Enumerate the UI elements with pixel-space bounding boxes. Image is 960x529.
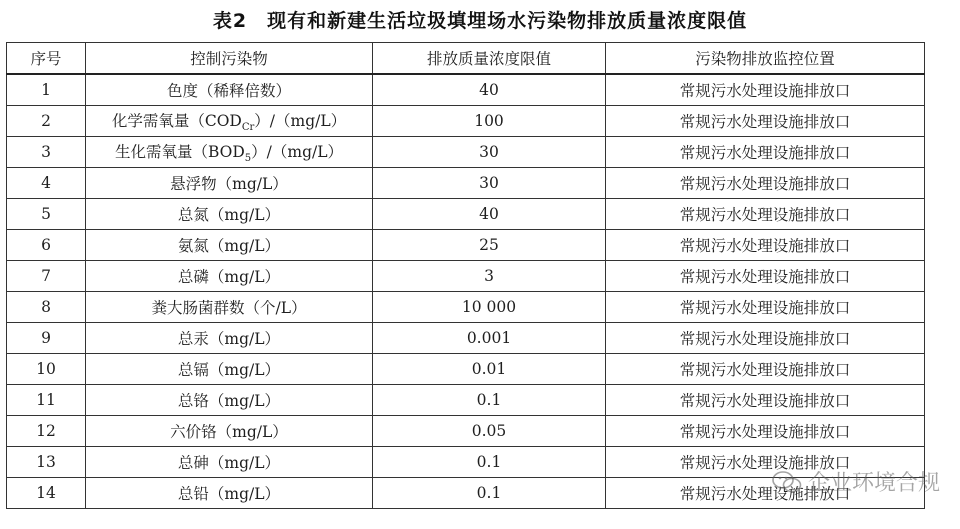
cell-pollutant: 总铬（mg/L） bbox=[86, 385, 373, 416]
cell-pollutant: 六价铬（mg/L） bbox=[86, 416, 373, 447]
table-body bbox=[7, 74, 925, 509]
cell-index: 7 bbox=[7, 261, 86, 292]
cell-pollutant: 悬浮物（mg/L） bbox=[86, 168, 373, 199]
table-header-row bbox=[7, 43, 925, 75]
table-row bbox=[7, 292, 925, 323]
cell-limit: 30 bbox=[373, 137, 606, 168]
cell-limit: 0.1 bbox=[373, 447, 606, 478]
cell-pollutant: 总氮（mg/L） bbox=[86, 199, 373, 230]
emission-limits-table bbox=[6, 42, 925, 509]
cell-limit: 10 000 bbox=[373, 292, 606, 323]
cell-location: 常规污水处理设施排放口 bbox=[606, 261, 925, 292]
cell-pollutant: 粪大肠菌群数（个/L） bbox=[86, 292, 373, 323]
table-title: 表2 现有和新建生活垃圾填埋场水污染物排放质量浓度限值 bbox=[212, 10, 748, 32]
cell-index: 9 bbox=[7, 323, 86, 354]
table-row bbox=[7, 385, 925, 416]
cell-limit: 0.1 bbox=[373, 385, 606, 416]
cell-pollutant: 总砷（mg/L） bbox=[86, 447, 373, 478]
cell-location: 常规污水处理设施排放口 bbox=[606, 292, 925, 323]
cell-location: 常规污水处理设施排放口 bbox=[606, 354, 925, 385]
cell-pollutant: 生化需氧量$(BOD_5)/(mg/L)$ bbox=[86, 137, 373, 168]
cell-index: 3 bbox=[7, 137, 86, 168]
header-location: 污染物排放监控位置 bbox=[606, 43, 925, 75]
watermark-text: 企业环境合规 bbox=[807, 471, 940, 496]
cell-limit: 25 bbox=[373, 230, 606, 261]
header-limit: 排放质量浓度限值 bbox=[373, 43, 606, 75]
cell-limit: 30 bbox=[373, 168, 606, 199]
table-row bbox=[7, 354, 925, 385]
table-row bbox=[7, 323, 925, 354]
cell-index: 4 bbox=[7, 168, 86, 199]
cell-limit: 0.1 bbox=[373, 478, 606, 509]
table-row bbox=[7, 168, 925, 199]
cell-limit: 3 bbox=[373, 261, 606, 292]
cell-pollutant: 总镉（mg/L） bbox=[86, 354, 373, 385]
table-row bbox=[7, 74, 925, 106]
cell-limit: 100 bbox=[373, 106, 606, 137]
cell-location: 常规污水处理设施排放口 bbox=[606, 478, 925, 509]
cell-index: 6 bbox=[7, 230, 86, 261]
cell-pollutant: 总铅（mg/L） bbox=[86, 478, 373, 509]
cell-index: 5 bbox=[7, 199, 86, 230]
cell-location: 常规污水处理设施排放口 bbox=[606, 230, 925, 261]
watermark bbox=[772, 466, 940, 497]
cell-location: 常规污水处理设施排放口 bbox=[606, 168, 925, 199]
cell-limit: 0.01 bbox=[373, 354, 606, 385]
cell-pollutant: 色度（稀释倍数） bbox=[86, 74, 373, 106]
table-row bbox=[7, 261, 925, 292]
header-index: 序号 bbox=[7, 43, 86, 75]
table-row bbox=[7, 199, 925, 230]
cell-location: 常规污水处理设施排放口 bbox=[606, 416, 925, 447]
cell-pollutant: 氨氮（mg/L） bbox=[86, 230, 373, 261]
table-row bbox=[7, 137, 925, 168]
cell-limit: 40 bbox=[373, 74, 606, 106]
cell-index: 12 bbox=[7, 416, 86, 447]
cell-limit: 40 bbox=[373, 199, 606, 230]
cell-index: 2 bbox=[7, 106, 86, 137]
cell-location: 常规污水处理设施排放口 bbox=[606, 447, 925, 478]
table-row bbox=[7, 106, 925, 137]
cell-location: 常规污水处理设施排放口 bbox=[606, 323, 925, 354]
cell-location: 常规污水处理设施排放口 bbox=[606, 106, 925, 137]
cell-index: 13 bbox=[7, 447, 86, 478]
cell-limit: 0.05 bbox=[373, 416, 606, 447]
cell-pollutant: 化学需氧量$(COD_{Cr})/(mg/L)$ bbox=[86, 106, 373, 137]
table-row bbox=[7, 416, 925, 447]
cell-limit: 0.001 bbox=[373, 323, 606, 354]
cell-location: 常规污水处理设施排放口 bbox=[606, 385, 925, 416]
cell-index: 11 bbox=[7, 385, 86, 416]
cell-pollutant: 总磷（mg/L） bbox=[86, 261, 373, 292]
cell-location: 常规污水处理设施排放口 bbox=[606, 137, 925, 168]
cell-pollutant: 总汞（mg/L） bbox=[86, 323, 373, 354]
cell-location: 常规污水处理设施排放口 bbox=[606, 74, 925, 106]
cell-index: 14 bbox=[7, 478, 86, 509]
cell-index: 8 bbox=[7, 292, 86, 323]
cell-index: 10 bbox=[7, 354, 86, 385]
table-row bbox=[7, 230, 925, 261]
wechat-icon bbox=[772, 470, 802, 494]
header-pollutant: 控制污染物 bbox=[86, 43, 373, 75]
cell-location: 常规污水处理设施排放口 bbox=[606, 199, 925, 230]
cell-index: 1 bbox=[7, 74, 86, 106]
